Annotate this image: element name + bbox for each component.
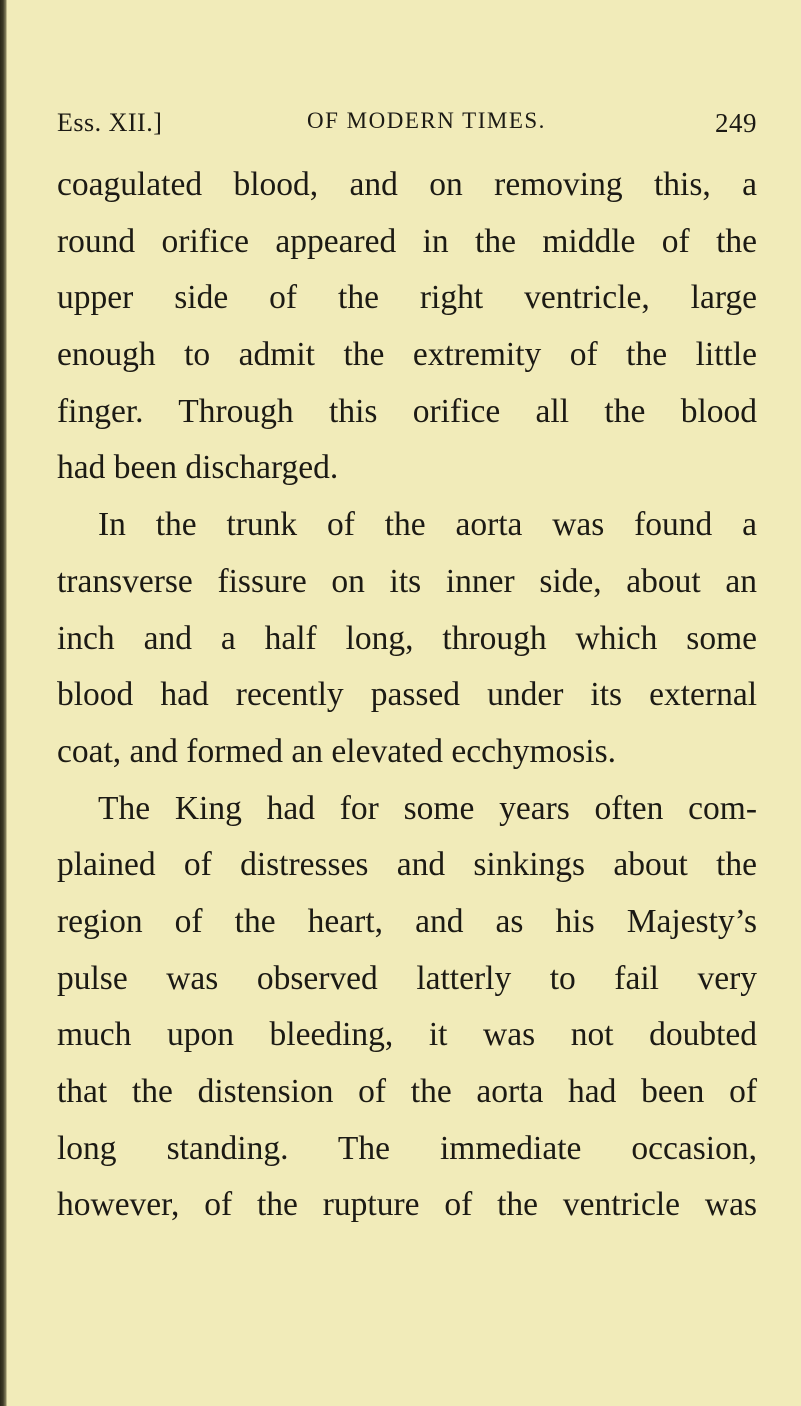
text-line: round orifice appeared in the middle of the	[57, 222, 757, 260]
text-line: coagulated blood, and on removing this, a	[57, 166, 757, 203]
running-head-title: OF MODERN TIMES.	[307, 108, 546, 133]
text-line: transverse fissure on its inner side, about an	[57, 562, 757, 600]
paragraph-start-line: In the trunk of the aorta was found a	[98, 506, 757, 544]
text-line: much upon bleeding, it was not doubted	[57, 1016, 757, 1054]
text-line: upper side of the right ventricle, large	[57, 279, 757, 317]
text-line: coat, and formed an elevated ecchymosis.	[57, 732, 617, 770]
text-line: had been discharged.	[57, 449, 339, 487]
text-line: blood had recently passed under its external	[57, 676, 757, 714]
paragraph-start-line: The King had for some years often com-	[98, 789, 757, 827]
text-line: region of the heart, and as his Majesty’s	[57, 902, 757, 940]
page-number: 249	[715, 108, 757, 138]
text-line: finger. Through this orifice all the blood	[57, 392, 757, 430]
text-line: enough to admit the extremity of the little	[57, 336, 757, 374]
text-line: pulse was observed latterly to fail very	[57, 959, 757, 997]
body-text	[57, 157, 757, 1234]
text-line: inch and a half long, through which some	[57, 619, 757, 657]
running-head-essay: Ess. XII.]	[57, 108, 163, 137]
text-line: long standing. The immediate occasion,	[57, 1129, 757, 1167]
running-head	[57, 108, 757, 152]
text-line: that the distension of the aorta had been of	[57, 1073, 757, 1110]
text-line: however, of the rupture of the ventricle was	[57, 1186, 757, 1224]
text-line: plained of distresses and sinkings about the	[57, 846, 757, 884]
